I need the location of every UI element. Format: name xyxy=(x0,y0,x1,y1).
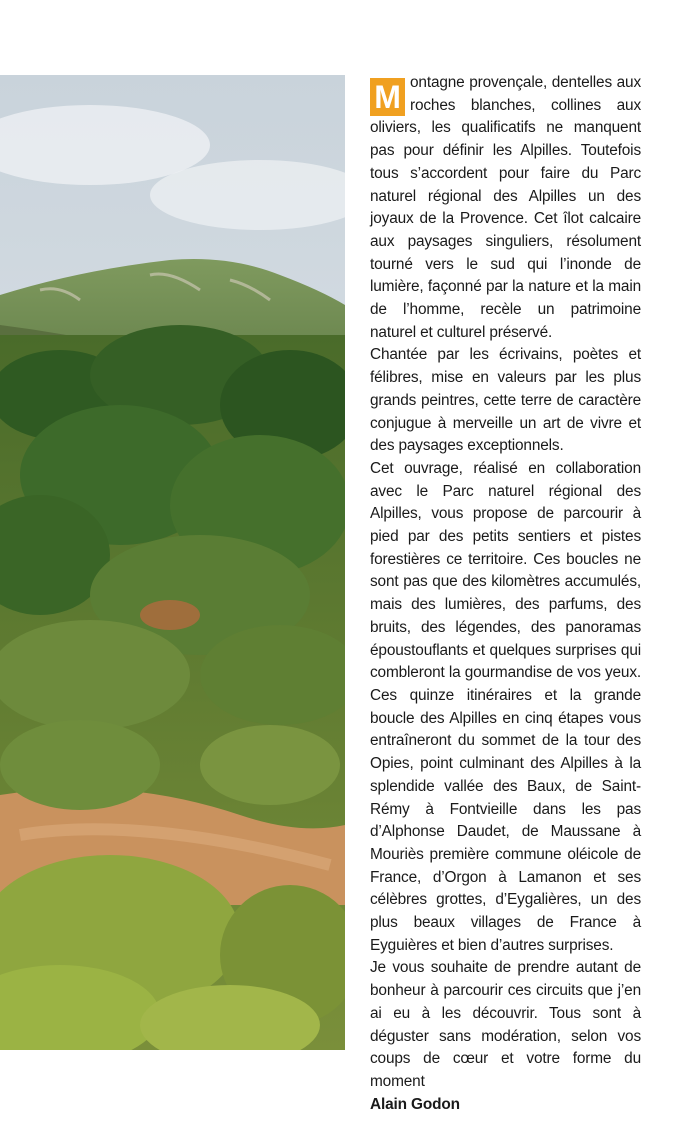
author-signature: Alain Godon xyxy=(370,1095,460,1113)
alpilles-hill-illustration xyxy=(0,75,345,1050)
paragraph-3: Cet ouvrage, réalisé en collaboration avec le Parc naturel régional des Alpilles, vous propose de parcourir à pied par des petits sentiers et pistes forestières ce territoire. Ces boucles ne sont pas que des kilomètres accumulés, mais des lumières, des parfums, des bruits, des légendes, des panoramas époustouflants et quelques surprises qui combleront la gourmandise de vos yeux. Ces quinze itinéraires et la grande boucle des Alpilles en cinq étapes vous entraîneront du sommet de la tour des Opies, point culminant des Alpilles à la splendide vallée des Baux, de Saint-Rémy à Fontvieille dans les pas d’Alphonse Daudet, de Maussane à Mouriès première commune oléicole de France, d’Orgon à Lamanon et ses célèbres grottes, d’Eygalières, un des plus beaux villages de France à Eyguières et bien d’autres surprises. xyxy=(370,459,641,954)
paragraph-2: Chantée par les écrivains, poètes et félibres, mise en valeurs par les plus grands peintres, cette terre de caractère conjugue à merveille un art de vivre et des paysages exceptionnels. xyxy=(370,346,641,455)
paragraph-1-text: ontagne provençale, dentelles aux roches blanches, collines aux oliviers, les qualificatifs ne manquent pas pour définir les Alpilles. Toutefois tous s’accordent pour faire du Parc naturel régional des Alpilles un des joyaux de la Provence. Cet îlot calcaire aux paysages singuliers, résolument tourné vers le sud qui l’inonde de lumière, façonné par la nature et la main de l’homme, recèle un patrimoine naturel et culturel préservé. xyxy=(370,74,641,341)
paragraph-4: Je vous souhaite de prendre autant de bonheur à parcourir ces circuits que j’en ai eu à les découvrir. Tous sont à déguster sans modération, selon vos coups de cœur et votre forme du moment xyxy=(370,959,641,1090)
dropcap-letter: M xyxy=(370,78,405,116)
paragraph-1 xyxy=(370,72,641,344)
article-body xyxy=(370,72,641,1116)
landscape-photo xyxy=(0,75,345,1050)
